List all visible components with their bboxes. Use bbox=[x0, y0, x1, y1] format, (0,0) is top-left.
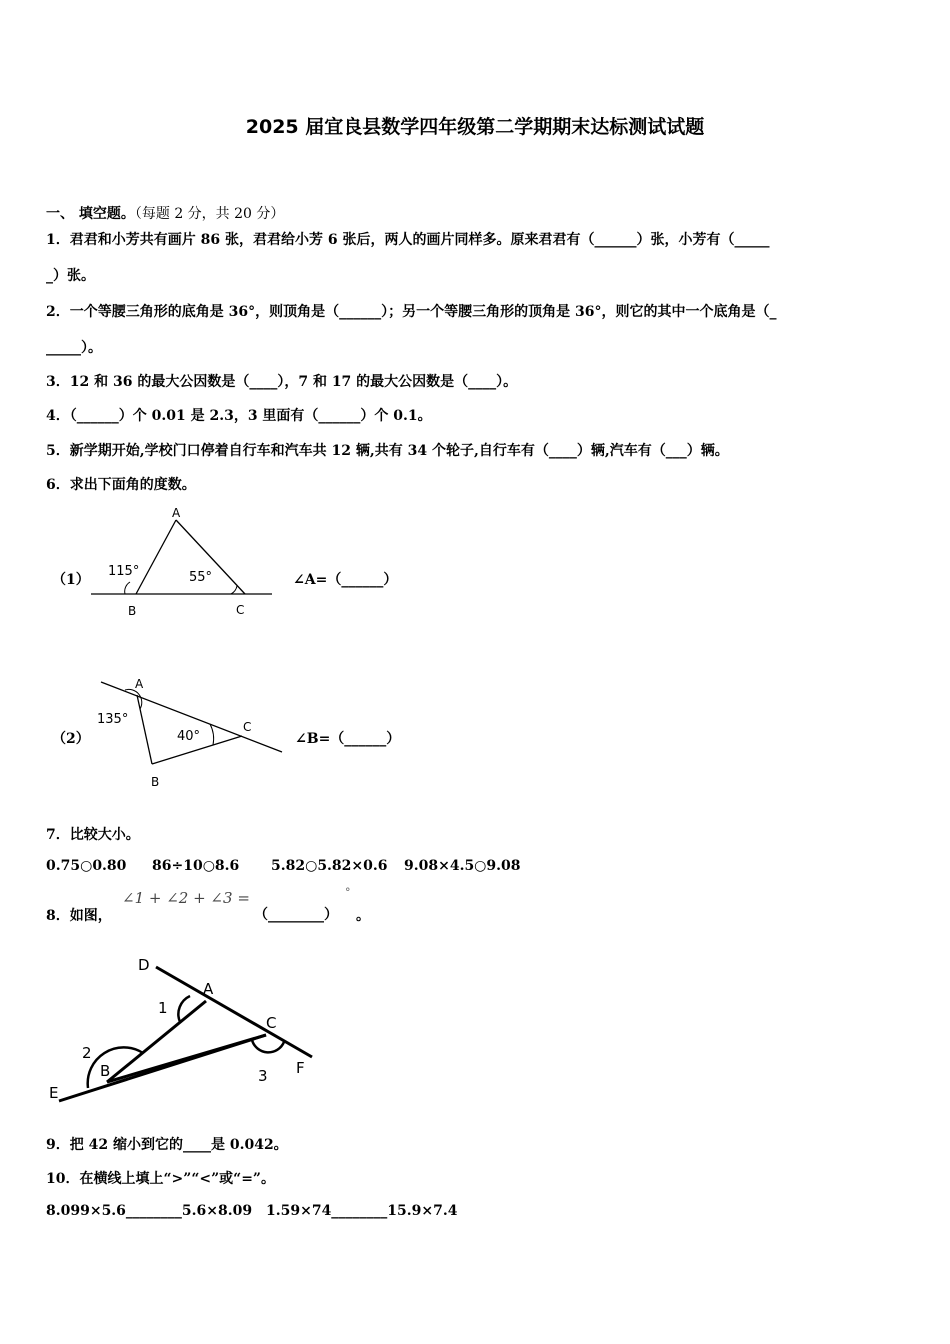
figure-2-label: （2） bbox=[52, 731, 90, 747]
angle-2-label: 2 bbox=[82, 1044, 92, 1062]
compare-item-4: 9.08×4.5○9.08 bbox=[404, 858, 521, 874]
question-2-line1: 2．一个等腰三角形的底角是 36°，则顶角是（______）；另一个等腰三角形的顶角是 36°，则它的其中一个底角是（_ bbox=[46, 304, 777, 320]
vertex-b: B bbox=[128, 604, 137, 618]
angle-3-arc bbox=[252, 1040, 284, 1052]
question-1-line2: _）张。 bbox=[46, 268, 95, 284]
question-8-blank: （________） bbox=[254, 907, 338, 923]
angle-115: 115° bbox=[108, 564, 140, 579]
question-8-prefix: 8．如图， bbox=[46, 908, 112, 924]
question-5: 5．新学期开始,学校门口停着自行车和汽车共 12 辆,共有 34 个轮子,自行车有（____）辆,汽车有（___）辆。 bbox=[46, 443, 729, 459]
angle-40: 40° bbox=[177, 729, 201, 744]
question-4: 4．（______）个 0.01 是 2.3，3 里面有（______）个 0.1。 bbox=[46, 408, 432, 424]
fill-item-2: 1.59×74________15.9×7.4 bbox=[266, 1203, 458, 1219]
question-6: 6．求出下面角的度数。 bbox=[46, 477, 196, 493]
angle-1-label: 1 bbox=[158, 999, 168, 1017]
compare-item-2: 86÷10○8.6 bbox=[152, 858, 240, 874]
figure-1-label: （1） bbox=[52, 572, 90, 588]
angles-figure bbox=[44, 950, 334, 1112]
vertex-a: A bbox=[135, 677, 144, 691]
side-ab bbox=[136, 520, 176, 594]
line-bc bbox=[107, 1035, 266, 1082]
point-d: D bbox=[138, 956, 150, 974]
question-9: 9．把 42 缩小到它的____是 0.042。 bbox=[46, 1137, 288, 1153]
compare-item-3: 5.82○5.82×0.6 bbox=[271, 858, 388, 874]
side-ab bbox=[137, 695, 152, 764]
point-e: E bbox=[49, 1084, 59, 1102]
point-f: F bbox=[296, 1059, 305, 1077]
figure-1-answer: ∠A=（______） bbox=[293, 572, 398, 588]
vertex-b: B bbox=[151, 775, 160, 789]
angle-135: 135° bbox=[97, 712, 129, 727]
angle-55: 55° bbox=[189, 570, 213, 585]
compare-item-1: 0.75○0.80 bbox=[46, 858, 127, 874]
point-a: A bbox=[203, 980, 214, 998]
point-c: C bbox=[266, 1014, 277, 1032]
triangle-figure-1 bbox=[88, 500, 288, 625]
section-points: （每题 2 分，共 20 分） bbox=[134, 206, 285, 222]
vertex-c: C bbox=[243, 720, 252, 734]
figure-2-answer: ∠B=（______） bbox=[295, 731, 401, 747]
vertex-c: C bbox=[236, 603, 245, 617]
angle-3-label: 3 bbox=[258, 1067, 268, 1085]
section-heading bbox=[46, 203, 284, 223]
triangle-figure-2 bbox=[92, 672, 292, 794]
point-b: B bbox=[100, 1062, 111, 1080]
question-1-line1: 1．君君和小芳共有画片 86 张，君君给小芳 6 张后，两人的画片同样多。原来君君有（______）张，小芳有（_____ bbox=[46, 232, 770, 248]
fill-item-1: 8.099×5.6________5.6×8.09 bbox=[46, 1203, 253, 1219]
page-title: 2025 届宜良县数学四年级第二学期期末达标测试试题 bbox=[245, 116, 705, 138]
angle-arc-c bbox=[231, 586, 237, 594]
question-3: 3．12 和 36 的最大公因数是（____），7 和 17 的最大公因数是（____）。 bbox=[46, 374, 518, 390]
question-7: 7．比较大小。 bbox=[46, 827, 140, 843]
vertex-a: A bbox=[172, 506, 181, 520]
question-10: 10．在横线上填上“>”“<”或“=”。 bbox=[46, 1171, 275, 1187]
angle-arc-c bbox=[210, 724, 214, 745]
question-8-suffix: 。 bbox=[356, 908, 370, 924]
angle-sum-formula: ∠1 + ∠2 + ∠3 = bbox=[122, 889, 250, 907]
question-2-line2: _____）。 bbox=[46, 340, 102, 356]
section-label: 一、 填空题。 bbox=[46, 206, 135, 222]
degree-mark: ° bbox=[345, 886, 351, 899]
angle-arc-b bbox=[125, 582, 130, 594]
